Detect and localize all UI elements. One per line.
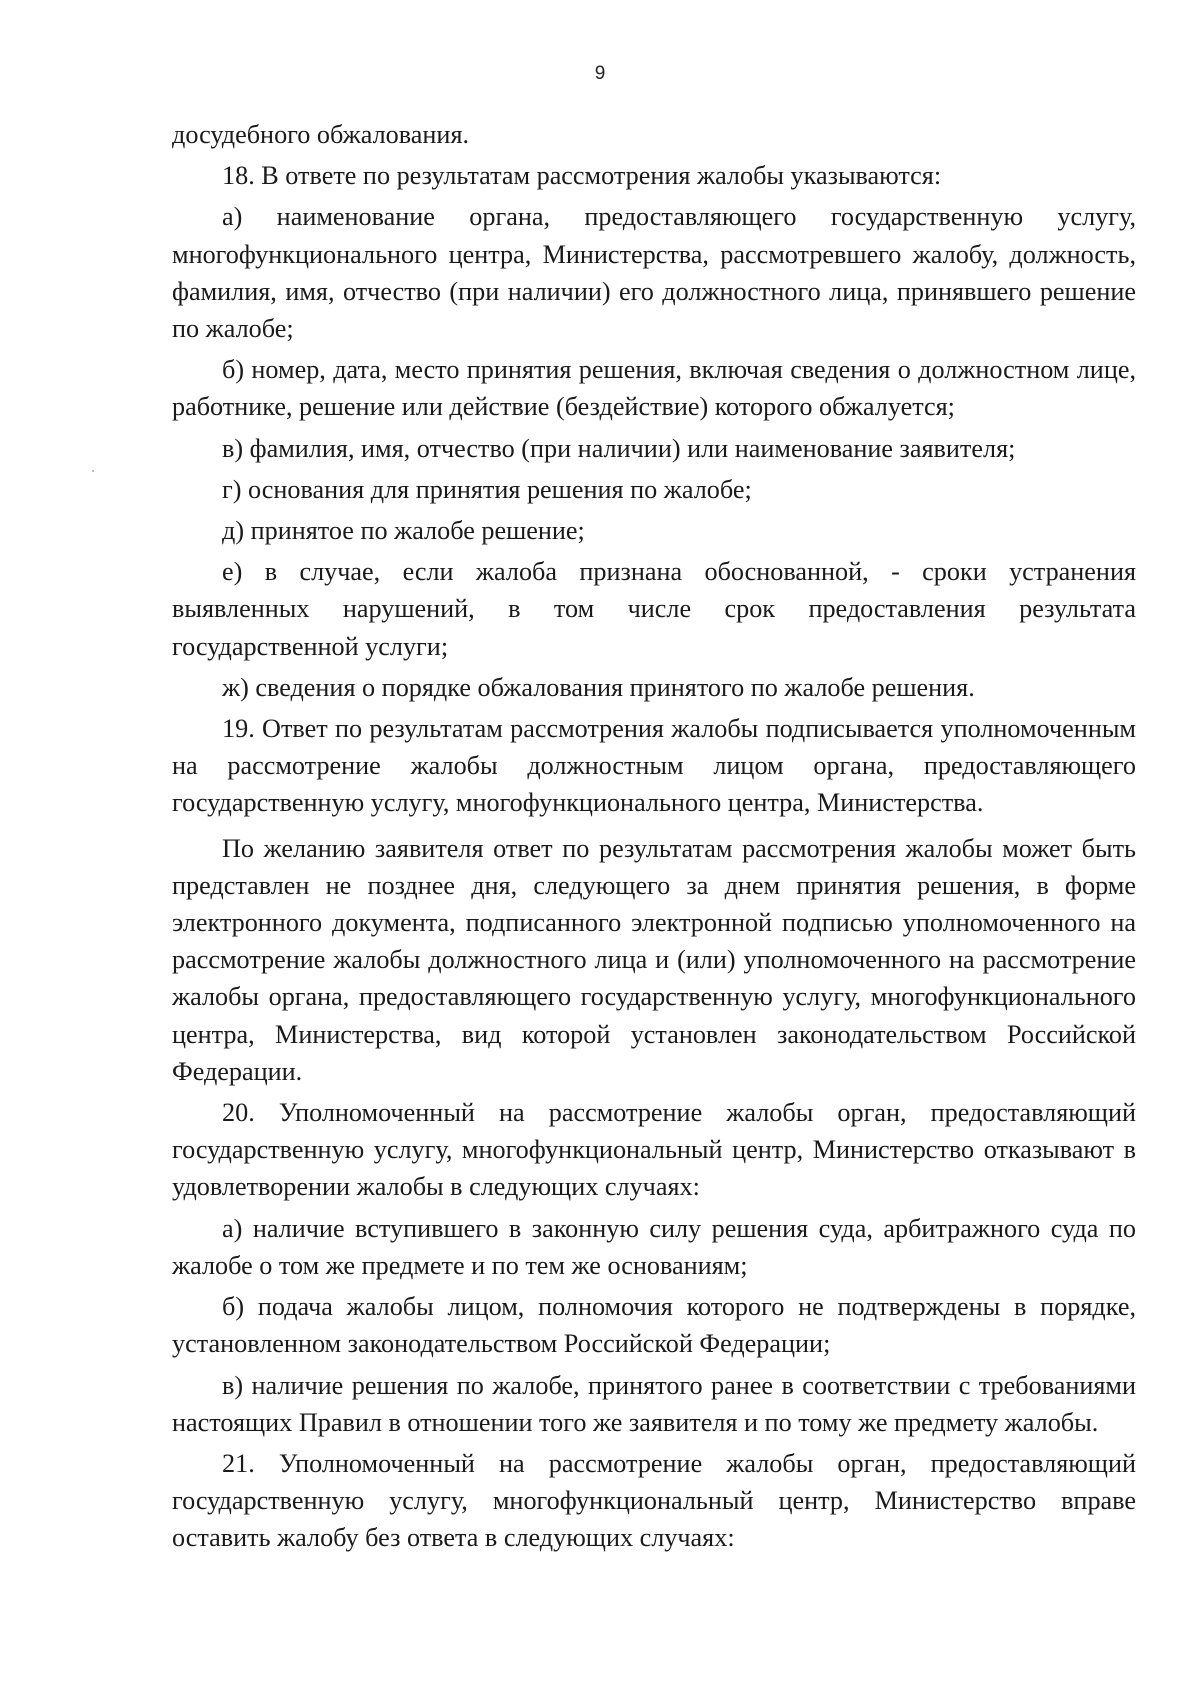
paragraph-item-20: 20. Уполномоченный на рассмотрение жалобы орган, предоставляющий государственную услугу, многофункциональный центр, Министерство отказывают в удовлетворении жалобы в следующих случаях: — [172, 1098, 1136, 1202]
paragraph-18-a: а) наименование органа, предоставляющего государственную услугу, многофункционального центра, Министерства, рассмотревшего жалобу, должность, фамилия, имя, отчество (при наличии) его должностного лица, принявшего решение по жалобе; — [172, 202, 1136, 344]
paragraph-18-b: б) номер, дата, место принятия решения, включая сведения о должностном лице, работнике, решение или действие (бездействие) которого обжалуется; — [172, 355, 1136, 422]
paragraph-20-b: б) подача жалобы лицом, полномочия которого не подтверждены в порядке, установленном законодательством Российской Федерации; — [172, 1292, 1136, 1359]
paragraph-19-electronic-answer: По желанию заявителя ответ по результатам рассмотрения жалобы может быть представлен не позднее дня, следующего за днем принятия решения, в форме электронного документа, подписанного электронной подписью уполномоченного на рассмотрение жалобы должностного лица и (или) уполномоченного на рассмотрение жалобы органа, предоставляющего государственную услугу, многофункционального центра, Министерства, вид которой установлен законодательством Российской Федерации. — [172, 833, 1136, 1086]
document-body — [172, 116, 1136, 1557]
paragraph-item-19: 19. Ответ по результатам рассмотрения жалобы подписывается уполномоченным на рассмотрение жалобы должностным лицом органа, предоставляющего государственную услугу, многофункционального центра, Министерства. — [172, 714, 1136, 818]
paragraph-item-18: 18. В ответе по результатам рассмотрения жалобы указываются: — [222, 161, 942, 191]
page-number: 9 — [594, 63, 606, 84]
paragraph-18-d: д) принятое по жалобе решение; — [222, 516, 585, 546]
paragraph-item-21: 21. Уполномоченный на рассмотрение жалобы орган, предоставляющий государственную услугу, многофункциональный центр, Министерство вправе оставить жалобу без ответа в следующих случаях: — [172, 1448, 1136, 1553]
paragraph-20-v: в) наличие решения по жалобе, принятого ранее в соответствии с требованиями настоящих Правил в отношении того же заявителя и по тому же предмету жалобы. — [172, 1370, 1136, 1437]
scan-artifact — [92, 470, 94, 472]
paragraph-18-v: в) фамилия, имя, отчество (при наличии) или наименование заявителя; — [222, 433, 1016, 463]
paragraph-18-g: г) основания для принятия решения по жалобе; — [222, 474, 752, 504]
paragraph-18-e: е) в случае, если жалоба признана обоснованной, - сроки устранения выявленных нарушений, в том числе срок предоставления результата государственной услуги; — [172, 557, 1136, 661]
paragraph-20-a: а) наличие вступившего в законную силу решения суда, арбитражного суда по жалобе о том же предмете и по тем же основаниям; — [172, 1213, 1136, 1280]
paragraph-continuation: досудебного обжалования. — [172, 120, 470, 149]
paragraph-18-zh: ж) сведения о порядке обжалования принятого по жалобе решения. — [222, 672, 975, 702]
